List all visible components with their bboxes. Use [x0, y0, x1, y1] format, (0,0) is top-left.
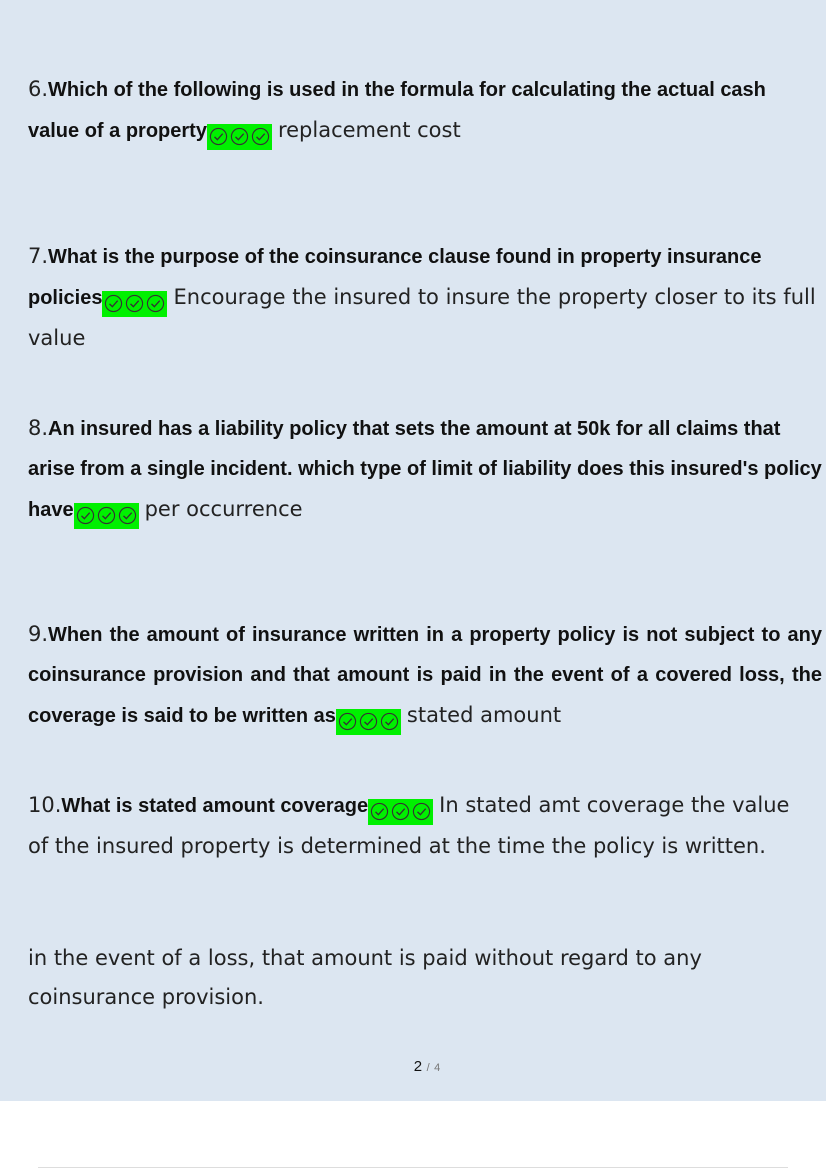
check-circle-icon — [230, 127, 249, 146]
answer-continuation-paragraph: in the event of a loss, that amount is paid without regard to any coinsurance provision. — [28, 946, 702, 1009]
answer-check-icons — [207, 124, 272, 150]
question-text: What is stated amount coverage — [61, 795, 369, 817]
question-7 — [28, 237, 822, 360]
check-circle-icon — [370, 802, 389, 821]
answer-text: Encourage the insured to insure the property closer to its full value — [28, 285, 816, 350]
question-8 — [28, 409, 822, 531]
check-circle-icon — [380, 712, 399, 731]
question-text: When the amount of insurance written in a property policy is not subject to any coinsurance provision and that amount is paid in the event of a covered loss, the coverage is said to be written as — [28, 624, 822, 727]
question-6 — [28, 70, 822, 152]
check-circle-icon — [104, 294, 123, 313]
page-separator: / — [426, 1062, 430, 1074]
answer-text: replacement cost — [277, 118, 461, 142]
question-text: An insured has a liability policy that sets the amount at 50k for all claims that arise from a single incident. which type of limit of liability does this insured's policy have — [28, 418, 822, 521]
question-number: 7. — [28, 244, 49, 268]
answer-check-icons — [102, 291, 167, 317]
question-text: Which of the following is used in the formula for calculating the actual cash value of a property — [28, 79, 766, 142]
check-circle-icon — [118, 506, 137, 525]
question-text: What is the purpose of the coinsurance clause found in property insurance policies — [28, 246, 762, 309]
check-circle-icon — [359, 712, 378, 731]
question-number: 8. — [28, 416, 49, 440]
check-circle-icon — [391, 802, 410, 821]
answer-check-icons — [336, 709, 401, 735]
question-10 — [28, 786, 796, 868]
check-circle-icon — [338, 712, 357, 731]
answer-text: per occurrence — [144, 497, 303, 521]
total-pages: 4 — [434, 1062, 441, 1074]
answer-check-icons — [74, 503, 139, 529]
current-page: 2 — [413, 1058, 423, 1075]
divider — [38, 1167, 788, 1168]
question-number: 9. — [28, 622, 49, 646]
check-circle-icon — [97, 506, 116, 525]
answer-check-icons — [368, 799, 433, 825]
check-circle-icon — [412, 802, 431, 821]
check-circle-icon — [209, 127, 228, 146]
question-9 — [28, 615, 822, 737]
page-indicator — [0, 1058, 826, 1076]
check-circle-icon — [251, 127, 270, 146]
question-number: 6. — [28, 77, 49, 101]
answer-text: In stated amt coverage the value of the insured property is determined at the time the policy is written. — [28, 793, 790, 858]
check-circle-icon — [125, 294, 144, 313]
check-circle-icon — [76, 506, 95, 525]
question-number: 10. — [28, 793, 62, 817]
answer-text: stated amount — [406, 703, 562, 727]
check-circle-icon — [146, 294, 165, 313]
